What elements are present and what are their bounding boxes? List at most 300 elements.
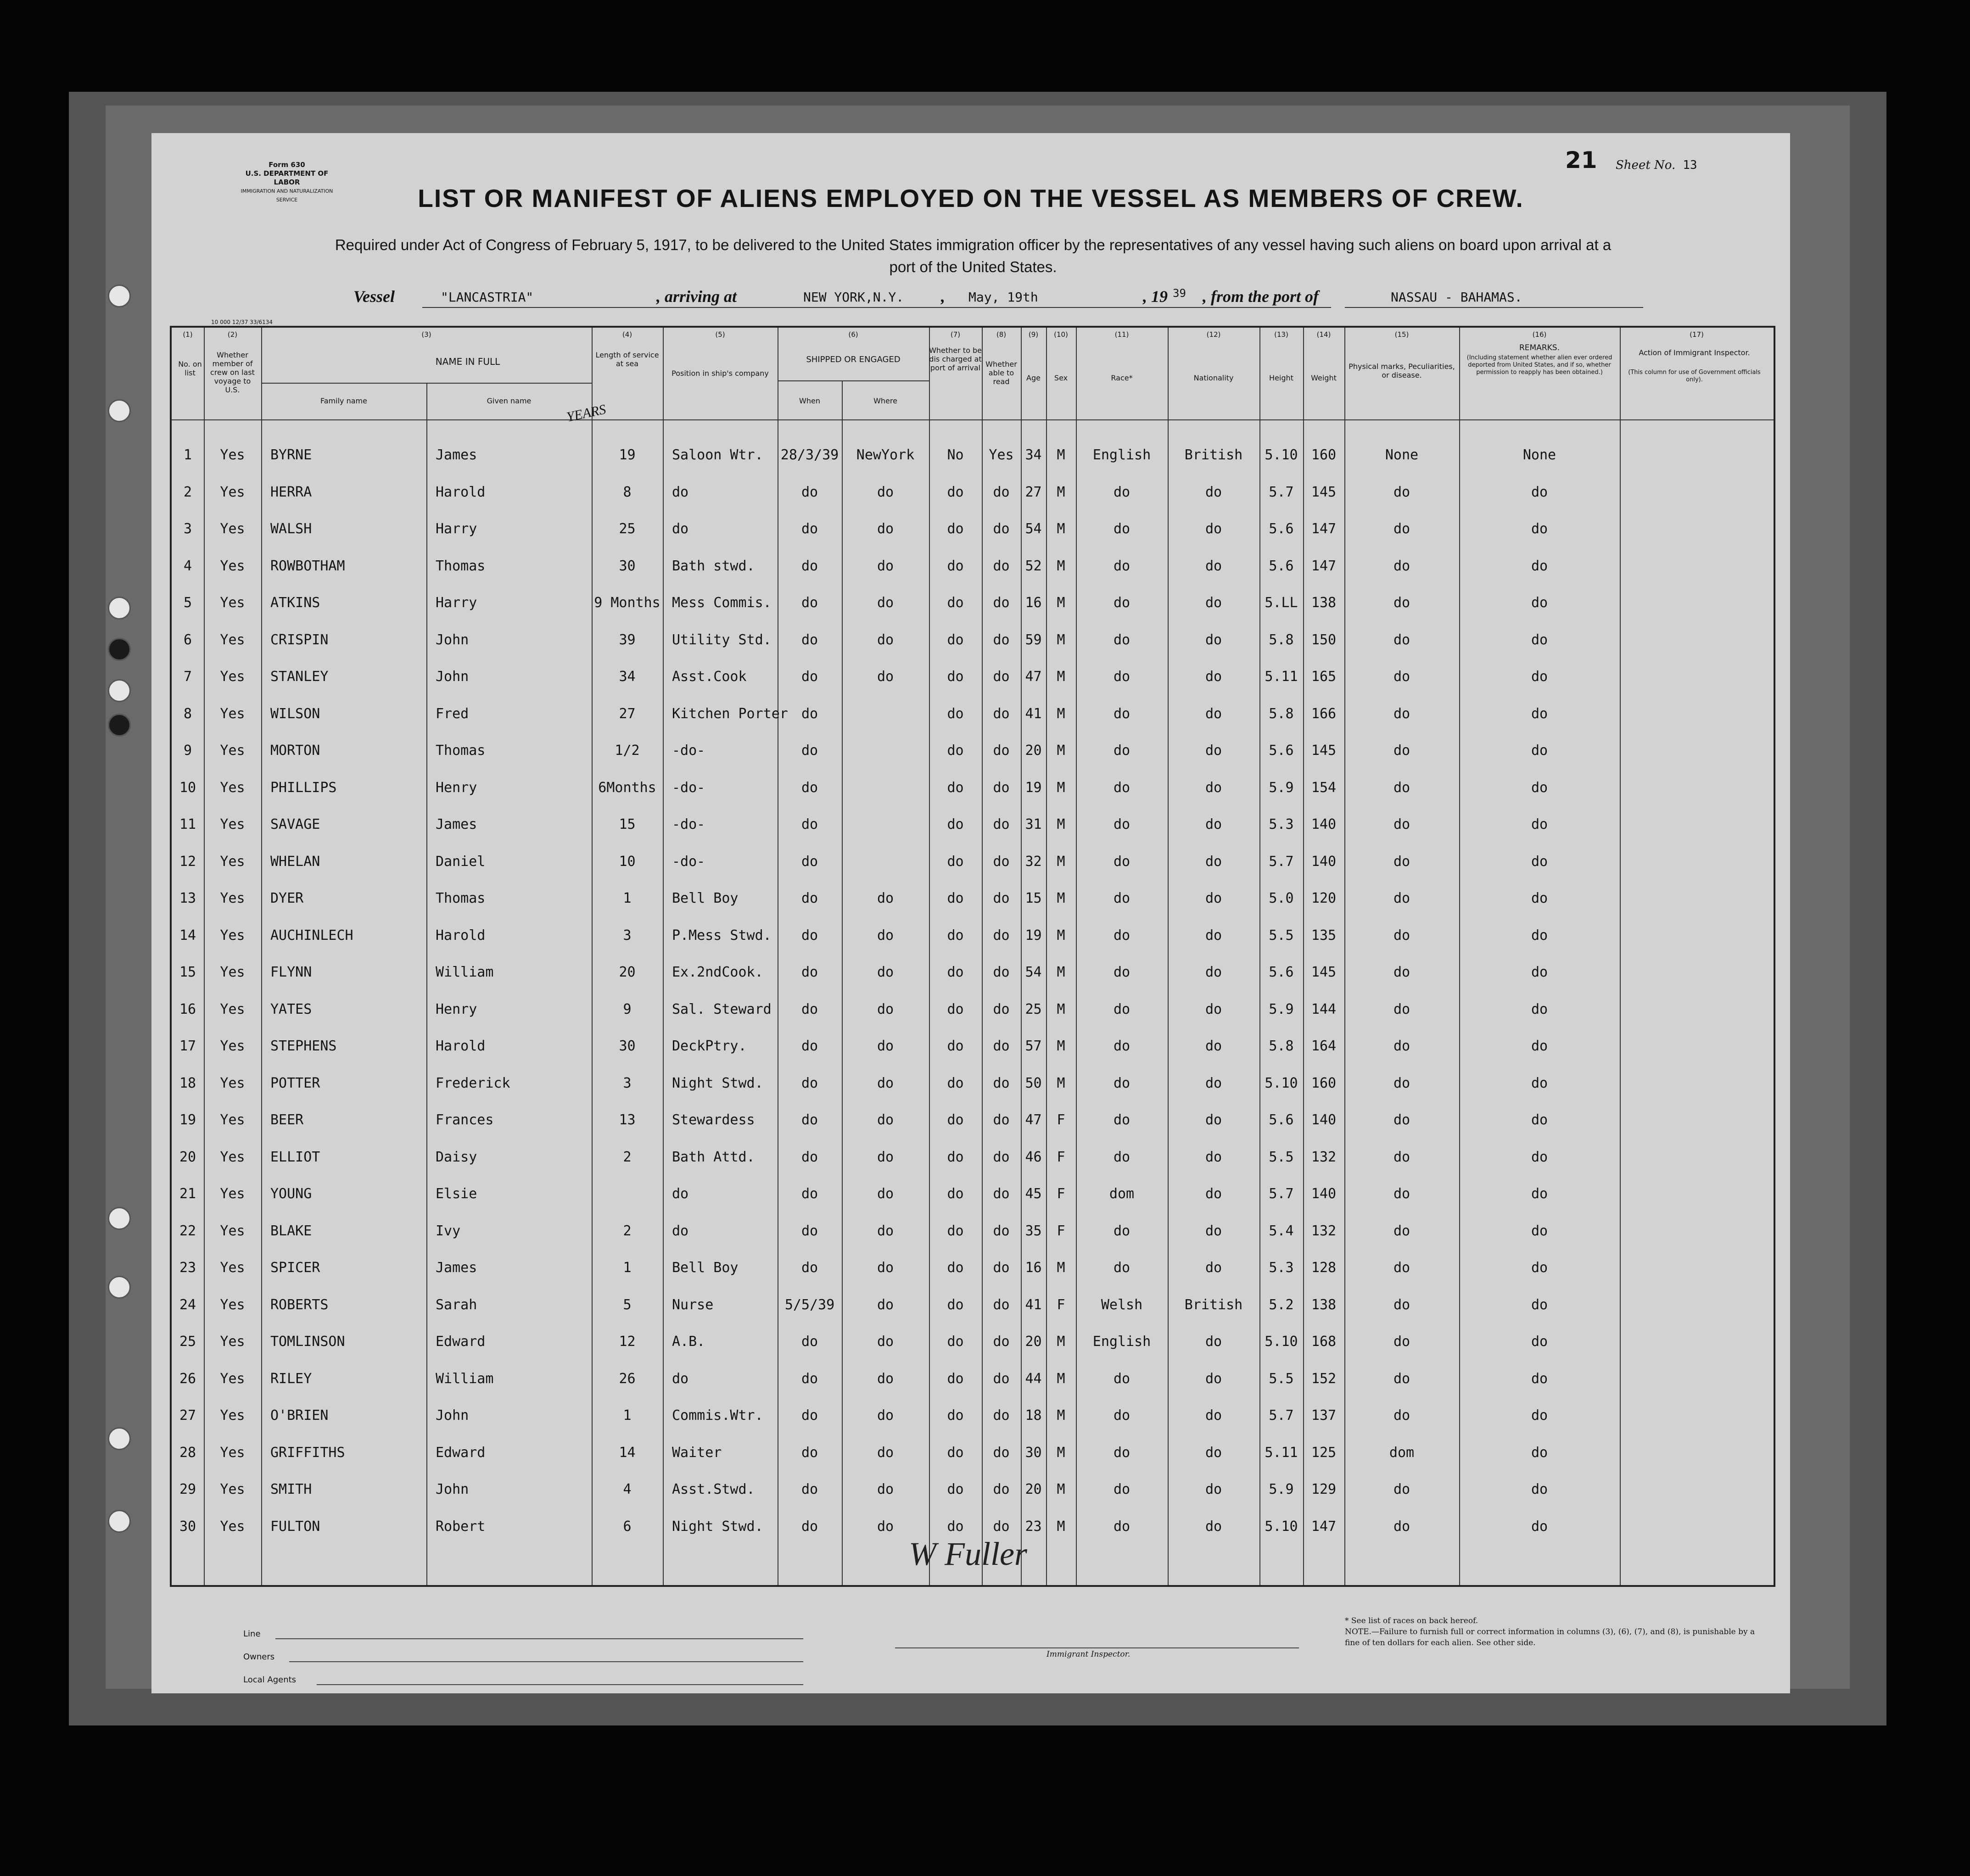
cell-weight: 150 bbox=[1311, 631, 1337, 648]
cell-member: Yes bbox=[220, 1407, 245, 1424]
cell-nationality: do bbox=[1205, 1481, 1222, 1497]
cell-where: do bbox=[877, 890, 894, 906]
header-action-note: (This column for use of Government officials only). bbox=[1628, 369, 1761, 383]
cell-length: 3 bbox=[623, 1075, 632, 1091]
cell-age: 57 bbox=[1025, 1038, 1042, 1054]
cell-physical: do bbox=[1393, 705, 1410, 722]
cell-remarks: do bbox=[1531, 521, 1548, 537]
cell-when: do bbox=[801, 1444, 818, 1461]
cell-physical: do bbox=[1393, 1334, 1410, 1350]
cell-member: Yes bbox=[220, 853, 245, 870]
cell-length: 27 bbox=[619, 705, 636, 722]
cell-age: 27 bbox=[1025, 484, 1042, 500]
vessel-underline bbox=[422, 307, 799, 308]
cell-physical: None bbox=[1385, 447, 1419, 463]
cell-remarks: do bbox=[1531, 743, 1548, 759]
cell-family-name: BYRNE bbox=[270, 447, 312, 463]
cell-age: 20 bbox=[1025, 1334, 1042, 1350]
cell-read: do bbox=[993, 1112, 1010, 1128]
cell-length: 3 bbox=[623, 927, 632, 944]
cell-weight: 138 bbox=[1311, 1296, 1337, 1313]
cell-no: 18 bbox=[179, 1075, 196, 1091]
shipped-divider bbox=[778, 380, 929, 381]
cell-sex: M bbox=[1057, 447, 1065, 463]
cell-remarks: do bbox=[1531, 1001, 1548, 1017]
cell-given-name: Fred bbox=[436, 705, 469, 722]
cell-remarks: do bbox=[1531, 1481, 1548, 1497]
cell-nationality: do bbox=[1205, 1223, 1222, 1239]
column-number: (13) bbox=[1274, 330, 1288, 339]
cell-weight: 132 bbox=[1311, 1223, 1337, 1239]
cell-age: 41 bbox=[1025, 705, 1042, 722]
cell-family-name: FULTON bbox=[270, 1518, 320, 1535]
cell-physical: do bbox=[1393, 1260, 1410, 1276]
cell-family-name: YOUNG bbox=[270, 1186, 312, 1202]
cell-given-name: William bbox=[436, 1370, 494, 1387]
cell-remarks: do bbox=[1531, 1518, 1548, 1535]
cell-position: Saloon Wtr. bbox=[672, 447, 763, 463]
cell-height: 5.6 bbox=[1269, 743, 1294, 759]
cell-remarks: do bbox=[1531, 927, 1548, 944]
cell-age: 47 bbox=[1025, 1112, 1042, 1128]
cell-weight: 129 bbox=[1311, 1481, 1337, 1497]
cell-position: Waiter bbox=[672, 1444, 722, 1461]
cell-family-name: CRISPIN bbox=[270, 631, 329, 648]
cell-given-name: Harold bbox=[436, 927, 486, 944]
cell-length: 9 Months bbox=[594, 595, 660, 611]
cell-member: Yes bbox=[220, 1334, 245, 1350]
cell-no: 24 bbox=[179, 1296, 196, 1313]
sheet-number-label: Sheet No. bbox=[1616, 158, 1676, 172]
punch-hole bbox=[108, 714, 131, 737]
cell-given-name: Edward bbox=[436, 1444, 486, 1461]
cell-discharged: do bbox=[947, 1407, 964, 1424]
cell-length: 1/2 bbox=[615, 743, 640, 759]
column-number: (16) bbox=[1532, 330, 1547, 339]
header-where: Where bbox=[873, 396, 897, 405]
cell-read: Yes bbox=[989, 447, 1014, 463]
cell-nationality: do bbox=[1205, 927, 1222, 944]
cell-height: 5.4 bbox=[1269, 1223, 1294, 1239]
cell-where: do bbox=[877, 1444, 894, 1461]
cell-position: Night Stwd. bbox=[672, 1075, 763, 1091]
header-given-name: Given name bbox=[487, 396, 532, 405]
cell-weight: 140 bbox=[1311, 1112, 1337, 1128]
cell-when: 28/3/39 bbox=[780, 447, 839, 463]
line-underline bbox=[275, 1638, 803, 1639]
cell-race: do bbox=[1113, 484, 1131, 500]
cell-length: 19 bbox=[619, 447, 636, 463]
cell-sex: M bbox=[1057, 1001, 1065, 1017]
column-divider bbox=[1303, 328, 1304, 1585]
cell-physical: do bbox=[1393, 779, 1410, 796]
agents-underline bbox=[317, 1684, 803, 1685]
cell-read: do bbox=[993, 521, 1010, 537]
cell-race: do bbox=[1113, 558, 1131, 574]
cell-family-name: SAVAGE bbox=[270, 816, 320, 832]
cell-member: Yes bbox=[220, 743, 245, 759]
cell-when: 5/5/39 bbox=[784, 1296, 835, 1313]
cell-sex: M bbox=[1057, 779, 1065, 796]
cell-remarks: do bbox=[1531, 484, 1548, 500]
cell-nationality: do bbox=[1205, 631, 1222, 648]
column-divider bbox=[982, 328, 983, 1585]
cell-nationality: do bbox=[1205, 1075, 1222, 1091]
cell-no: 2 bbox=[183, 484, 192, 500]
cell-where: do bbox=[877, 558, 894, 574]
cell-remarks: do bbox=[1531, 1112, 1548, 1128]
column-number: (5) bbox=[715, 330, 725, 339]
cell-sex: M bbox=[1057, 743, 1065, 759]
column-number: (12) bbox=[1206, 330, 1221, 339]
header-weight: Weight bbox=[1311, 374, 1337, 382]
cell-member: Yes bbox=[220, 779, 245, 796]
cell-where: do bbox=[877, 1296, 894, 1313]
cell-length: 15 bbox=[619, 816, 636, 832]
cell-where: do bbox=[877, 484, 894, 500]
cell-when: do bbox=[801, 1223, 818, 1239]
cell-position: Asst.Cook bbox=[672, 669, 747, 685]
cell-discharged: No bbox=[947, 447, 964, 463]
cell-discharged: do bbox=[947, 669, 964, 685]
cell-where: do bbox=[877, 631, 894, 648]
cell-family-name: RILEY bbox=[270, 1370, 312, 1387]
cell-height: 5.5 bbox=[1269, 1370, 1294, 1387]
cell-position: Bath stwd. bbox=[672, 558, 755, 574]
header-member: Whether member of crew on last voyage to U.S. bbox=[210, 351, 255, 394]
cell-weight: 140 bbox=[1311, 816, 1337, 832]
year-label: , 19 bbox=[1143, 287, 1168, 306]
cell-family-name: STEPHENS bbox=[270, 1038, 337, 1054]
cell-where: do bbox=[877, 1370, 894, 1387]
punch-hole bbox=[108, 285, 131, 307]
cell-member: Yes bbox=[220, 1112, 245, 1128]
cell-discharged: do bbox=[947, 1001, 964, 1017]
cell-length: 13 bbox=[619, 1112, 636, 1128]
cell-discharged: do bbox=[947, 743, 964, 759]
arrival-underline bbox=[799, 307, 1331, 308]
cell-read: do bbox=[993, 1038, 1010, 1054]
cell-weight: 138 bbox=[1311, 595, 1337, 611]
cell-race: do bbox=[1113, 1149, 1131, 1165]
cell-nationality: British bbox=[1184, 1296, 1243, 1313]
cell-length: 1 bbox=[623, 1260, 632, 1276]
cell-no: 15 bbox=[179, 964, 196, 980]
column-divider bbox=[1259, 328, 1260, 1585]
cell-family-name: HERRA bbox=[270, 484, 312, 500]
cell-no: 23 bbox=[179, 1260, 196, 1276]
cell-no: 25 bbox=[179, 1334, 196, 1350]
cell-discharged: do bbox=[947, 1518, 964, 1535]
cell-family-name: WALSH bbox=[270, 521, 312, 537]
cell-race: do bbox=[1113, 927, 1131, 944]
cell-weight: 145 bbox=[1311, 964, 1337, 980]
cell-family-name: MORTON bbox=[270, 743, 320, 759]
cell-where: do bbox=[877, 1334, 894, 1350]
cell-discharged: do bbox=[947, 1149, 964, 1165]
cell-race: English bbox=[1092, 1334, 1151, 1350]
cell-remarks: do bbox=[1531, 1334, 1548, 1350]
cell-sex: M bbox=[1057, 1518, 1065, 1535]
cell-weight: 137 bbox=[1311, 1407, 1337, 1424]
cell-discharged: do bbox=[947, 1075, 964, 1091]
name-header-divider bbox=[261, 383, 592, 384]
cell-height: 5.6 bbox=[1269, 1112, 1294, 1128]
cell-family-name: TOMLINSON bbox=[270, 1334, 345, 1350]
cell-age: 19 bbox=[1025, 927, 1042, 944]
cell-discharged: do bbox=[947, 1370, 964, 1387]
cell-sex: M bbox=[1057, 669, 1065, 685]
cell-when: do bbox=[801, 1260, 818, 1276]
cell-sex: M bbox=[1057, 558, 1065, 574]
cell-member: Yes bbox=[220, 484, 245, 500]
cell-race: Welsh bbox=[1101, 1296, 1143, 1313]
cell-nationality: do bbox=[1205, 1260, 1222, 1276]
header-remarks-note: (Including statement whether alien ever ordered deported from United States, and if so, whether permission to reapply has been obtained.) bbox=[1466, 354, 1612, 376]
punch-hole bbox=[108, 1207, 131, 1230]
cell-age: 52 bbox=[1025, 558, 1042, 574]
cell-position: -do- bbox=[672, 853, 705, 870]
cell-read: do bbox=[993, 1407, 1010, 1424]
cell-race: do bbox=[1113, 521, 1131, 537]
cell-physical: do bbox=[1393, 1296, 1410, 1313]
header-name-in-full: NAME IN FULL bbox=[435, 356, 500, 367]
cell-height: 5.7 bbox=[1269, 484, 1294, 500]
cell-remarks: do bbox=[1531, 558, 1548, 574]
arrival-port: NEW YORK,N.Y. bbox=[803, 290, 904, 305]
cell-position: Mess Commis. bbox=[672, 595, 772, 611]
cell-member: Yes bbox=[220, 964, 245, 980]
cell-given-name: James bbox=[436, 1260, 477, 1276]
from-port: NASSAU - BAHAMAS. bbox=[1391, 290, 1522, 305]
cell-race: English bbox=[1092, 447, 1151, 463]
cell-nationality: do bbox=[1205, 816, 1222, 832]
cell-read: do bbox=[993, 1296, 1010, 1313]
cell-physical: do bbox=[1393, 558, 1410, 574]
arriving-label: , arriving at bbox=[656, 287, 737, 306]
cell-weight: 135 bbox=[1311, 927, 1337, 944]
cell-weight: 166 bbox=[1311, 705, 1337, 722]
cell-given-name: Ivy bbox=[436, 1223, 461, 1239]
cell-position: Asst.Stwd. bbox=[672, 1481, 755, 1497]
cell-age: 18 bbox=[1025, 1407, 1042, 1424]
cell-given-name: Daniel bbox=[436, 853, 486, 870]
cell-family-name: SPICER bbox=[270, 1260, 320, 1276]
cell-age: 25 bbox=[1025, 1001, 1042, 1017]
cell-position: Bell Boy bbox=[672, 1260, 739, 1276]
cell-family-name: GRIFFITHS bbox=[270, 1444, 345, 1461]
cell-age: 19 bbox=[1025, 779, 1042, 796]
cell-discharged: do bbox=[947, 521, 964, 537]
cell-length: 12 bbox=[619, 1334, 636, 1350]
cell-family-name: YATES bbox=[270, 1001, 312, 1017]
cell-when: do bbox=[801, 743, 818, 759]
header-able-to-read: Whether able to read bbox=[985, 360, 1017, 386]
cell-member: Yes bbox=[220, 1186, 245, 1202]
cell-race: do bbox=[1113, 1001, 1131, 1017]
cell-sex: M bbox=[1057, 1334, 1065, 1350]
cell-height: 5.3 bbox=[1269, 816, 1294, 832]
column-divider bbox=[592, 328, 593, 1585]
cell-nationality: do bbox=[1205, 779, 1222, 796]
cell-family-name: O'BRIEN bbox=[270, 1407, 329, 1424]
cell-age: 41 bbox=[1025, 1296, 1042, 1313]
cell-when: do bbox=[801, 1075, 818, 1091]
cell-age: 31 bbox=[1025, 816, 1042, 832]
cell-family-name: ROWBOTHAM bbox=[270, 558, 345, 574]
cell-read: do bbox=[993, 1370, 1010, 1387]
cell-sex: M bbox=[1057, 595, 1065, 611]
cell-where: do bbox=[877, 1518, 894, 1535]
cell-given-name: Daisy bbox=[436, 1149, 477, 1165]
cell-family-name: BLAKE bbox=[270, 1223, 312, 1239]
cell-no: 17 bbox=[179, 1038, 196, 1054]
cell-weight: 132 bbox=[1311, 1149, 1337, 1165]
cell-when: do bbox=[801, 1186, 818, 1202]
race-note: * See list of races on back hereof. bbox=[1345, 1616, 1478, 1625]
cell-age: 34 bbox=[1025, 447, 1042, 463]
cell-physical: do bbox=[1393, 816, 1410, 832]
cell-when: do bbox=[801, 890, 818, 906]
cell-when: do bbox=[801, 779, 818, 796]
cell-height: 5.5 bbox=[1269, 1149, 1294, 1165]
header-no: No. on list bbox=[178, 360, 202, 377]
column-number: (10) bbox=[1054, 330, 1068, 339]
cell-race: do bbox=[1113, 779, 1131, 796]
cell-sex: F bbox=[1057, 1223, 1065, 1239]
cell-read: do bbox=[993, 1334, 1010, 1350]
cell-discharged: do bbox=[947, 558, 964, 574]
cell-member: Yes bbox=[220, 816, 245, 832]
cell-height: 5.8 bbox=[1269, 705, 1294, 722]
cell-position: Commis.Wtr. bbox=[672, 1407, 763, 1424]
cell-read: do bbox=[993, 1260, 1010, 1276]
cell-member: Yes bbox=[220, 1260, 245, 1276]
cell-sex: M bbox=[1057, 964, 1065, 980]
cell-age: 20 bbox=[1025, 743, 1042, 759]
cell-no: 4 bbox=[183, 558, 192, 574]
cell-height: 5.9 bbox=[1269, 779, 1294, 796]
inspector-signature: W Fuller bbox=[909, 1535, 1027, 1572]
cell-age: 30 bbox=[1025, 1444, 1042, 1461]
cell-discharged: do bbox=[947, 1186, 964, 1202]
punch-hole bbox=[108, 1510, 131, 1533]
header-family-name: Family name bbox=[320, 396, 367, 405]
cell-no: 12 bbox=[179, 853, 196, 870]
cell-when: do bbox=[801, 1334, 818, 1350]
cell-family-name: POTTER bbox=[270, 1075, 320, 1091]
cell-no: 20 bbox=[179, 1149, 196, 1165]
cell-remarks: do bbox=[1531, 1296, 1548, 1313]
cell-no: 1 bbox=[183, 447, 192, 463]
cell-physical: do bbox=[1393, 1112, 1410, 1128]
cell-given-name: William bbox=[436, 964, 494, 980]
cell-read: do bbox=[993, 779, 1010, 796]
cell-age: 45 bbox=[1025, 1186, 1042, 1202]
cell-given-name: Harry bbox=[436, 521, 477, 537]
cell-read: do bbox=[993, 927, 1010, 944]
cell-sex: M bbox=[1057, 853, 1065, 870]
cell-given-name: Sarah bbox=[436, 1296, 477, 1313]
cell-physical: do bbox=[1393, 1370, 1410, 1387]
cell-race: do bbox=[1113, 890, 1131, 906]
cell-sex: M bbox=[1057, 1370, 1065, 1387]
cell-position: Nurse bbox=[672, 1296, 714, 1313]
cell-no: 22 bbox=[179, 1223, 196, 1239]
cell-position: Stewardess bbox=[672, 1112, 755, 1128]
cell-where: do bbox=[877, 595, 894, 611]
cell-sex: M bbox=[1057, 927, 1065, 944]
cell-length: 30 bbox=[619, 558, 636, 574]
cell-sex: F bbox=[1057, 1112, 1065, 1128]
cell-given-name: Harold bbox=[436, 484, 486, 500]
cell-nationality: do bbox=[1205, 1186, 1222, 1202]
cell-when: do bbox=[801, 1518, 818, 1535]
cell-height: 5.9 bbox=[1269, 1481, 1294, 1497]
cell-discharged: do bbox=[947, 816, 964, 832]
cell-race: do bbox=[1113, 964, 1131, 980]
cell-race: do bbox=[1113, 1075, 1131, 1091]
cell-position: Sal. Steward bbox=[672, 1001, 772, 1017]
header-physical-marks: Physical marks, Peculiarities, or disease. bbox=[1349, 362, 1455, 380]
cell-member: Yes bbox=[220, 1001, 245, 1017]
header-when: When bbox=[799, 396, 820, 405]
cell-no: 27 bbox=[179, 1407, 196, 1424]
cell-height: 5.10 bbox=[1265, 1334, 1298, 1350]
sheet-number-value: 13 bbox=[1683, 158, 1697, 172]
cell-no: 30 bbox=[179, 1518, 196, 1535]
cell-weight: 145 bbox=[1311, 743, 1337, 759]
column-divider bbox=[663, 328, 664, 1585]
cell-no: 26 bbox=[179, 1370, 196, 1387]
cell-sex: M bbox=[1057, 816, 1065, 832]
document-subtitle: Required under Act of Congress of February 5, 1917, to be delivered to the United States immigration officer by the representatives of any vessel having such aliens on board upon arrival at a port of the United States. bbox=[335, 236, 1612, 275]
cell-physical: do bbox=[1393, 1407, 1410, 1424]
cell-where: do bbox=[877, 1260, 894, 1276]
cell-nationality: do bbox=[1205, 964, 1222, 980]
cell-sex: M bbox=[1057, 705, 1065, 722]
cell-position: A.B. bbox=[672, 1334, 705, 1350]
cell-height: 5.8 bbox=[1269, 1038, 1294, 1054]
cell-discharged: do bbox=[947, 927, 964, 944]
cell-family-name: DYER bbox=[270, 890, 304, 906]
column-number: (3) bbox=[421, 330, 431, 339]
cell-family-name: PHILLIPS bbox=[270, 779, 337, 796]
cell-sex: F bbox=[1057, 1296, 1065, 1313]
cell-given-name: Thomas bbox=[436, 890, 486, 906]
form-number: Form 630 bbox=[269, 161, 305, 169]
cell-where: do bbox=[877, 1001, 894, 1017]
cell-position: do bbox=[672, 484, 689, 500]
cell-where: do bbox=[877, 964, 894, 980]
cell-when: do bbox=[801, 964, 818, 980]
cell-given-name: Frederick bbox=[436, 1075, 510, 1091]
cell-read: do bbox=[993, 743, 1010, 759]
header-race: Race* bbox=[1111, 374, 1133, 382]
cell-family-name: ROBERTS bbox=[270, 1296, 329, 1313]
print-code: 10 000 12/37 33/6134 bbox=[211, 319, 273, 325]
cell-weight: 152 bbox=[1311, 1370, 1337, 1387]
cell-no: 28 bbox=[179, 1444, 196, 1461]
cell-race: do bbox=[1113, 1223, 1131, 1239]
cell-no: 19 bbox=[179, 1112, 196, 1128]
cell-position: -do- bbox=[672, 743, 705, 759]
column-divider bbox=[1620, 328, 1621, 1585]
cell-race: do bbox=[1113, 1370, 1131, 1387]
cell-discharged: do bbox=[947, 779, 964, 796]
cell-position: Kitchen Porter bbox=[672, 705, 788, 722]
cell-read: do bbox=[993, 705, 1010, 722]
